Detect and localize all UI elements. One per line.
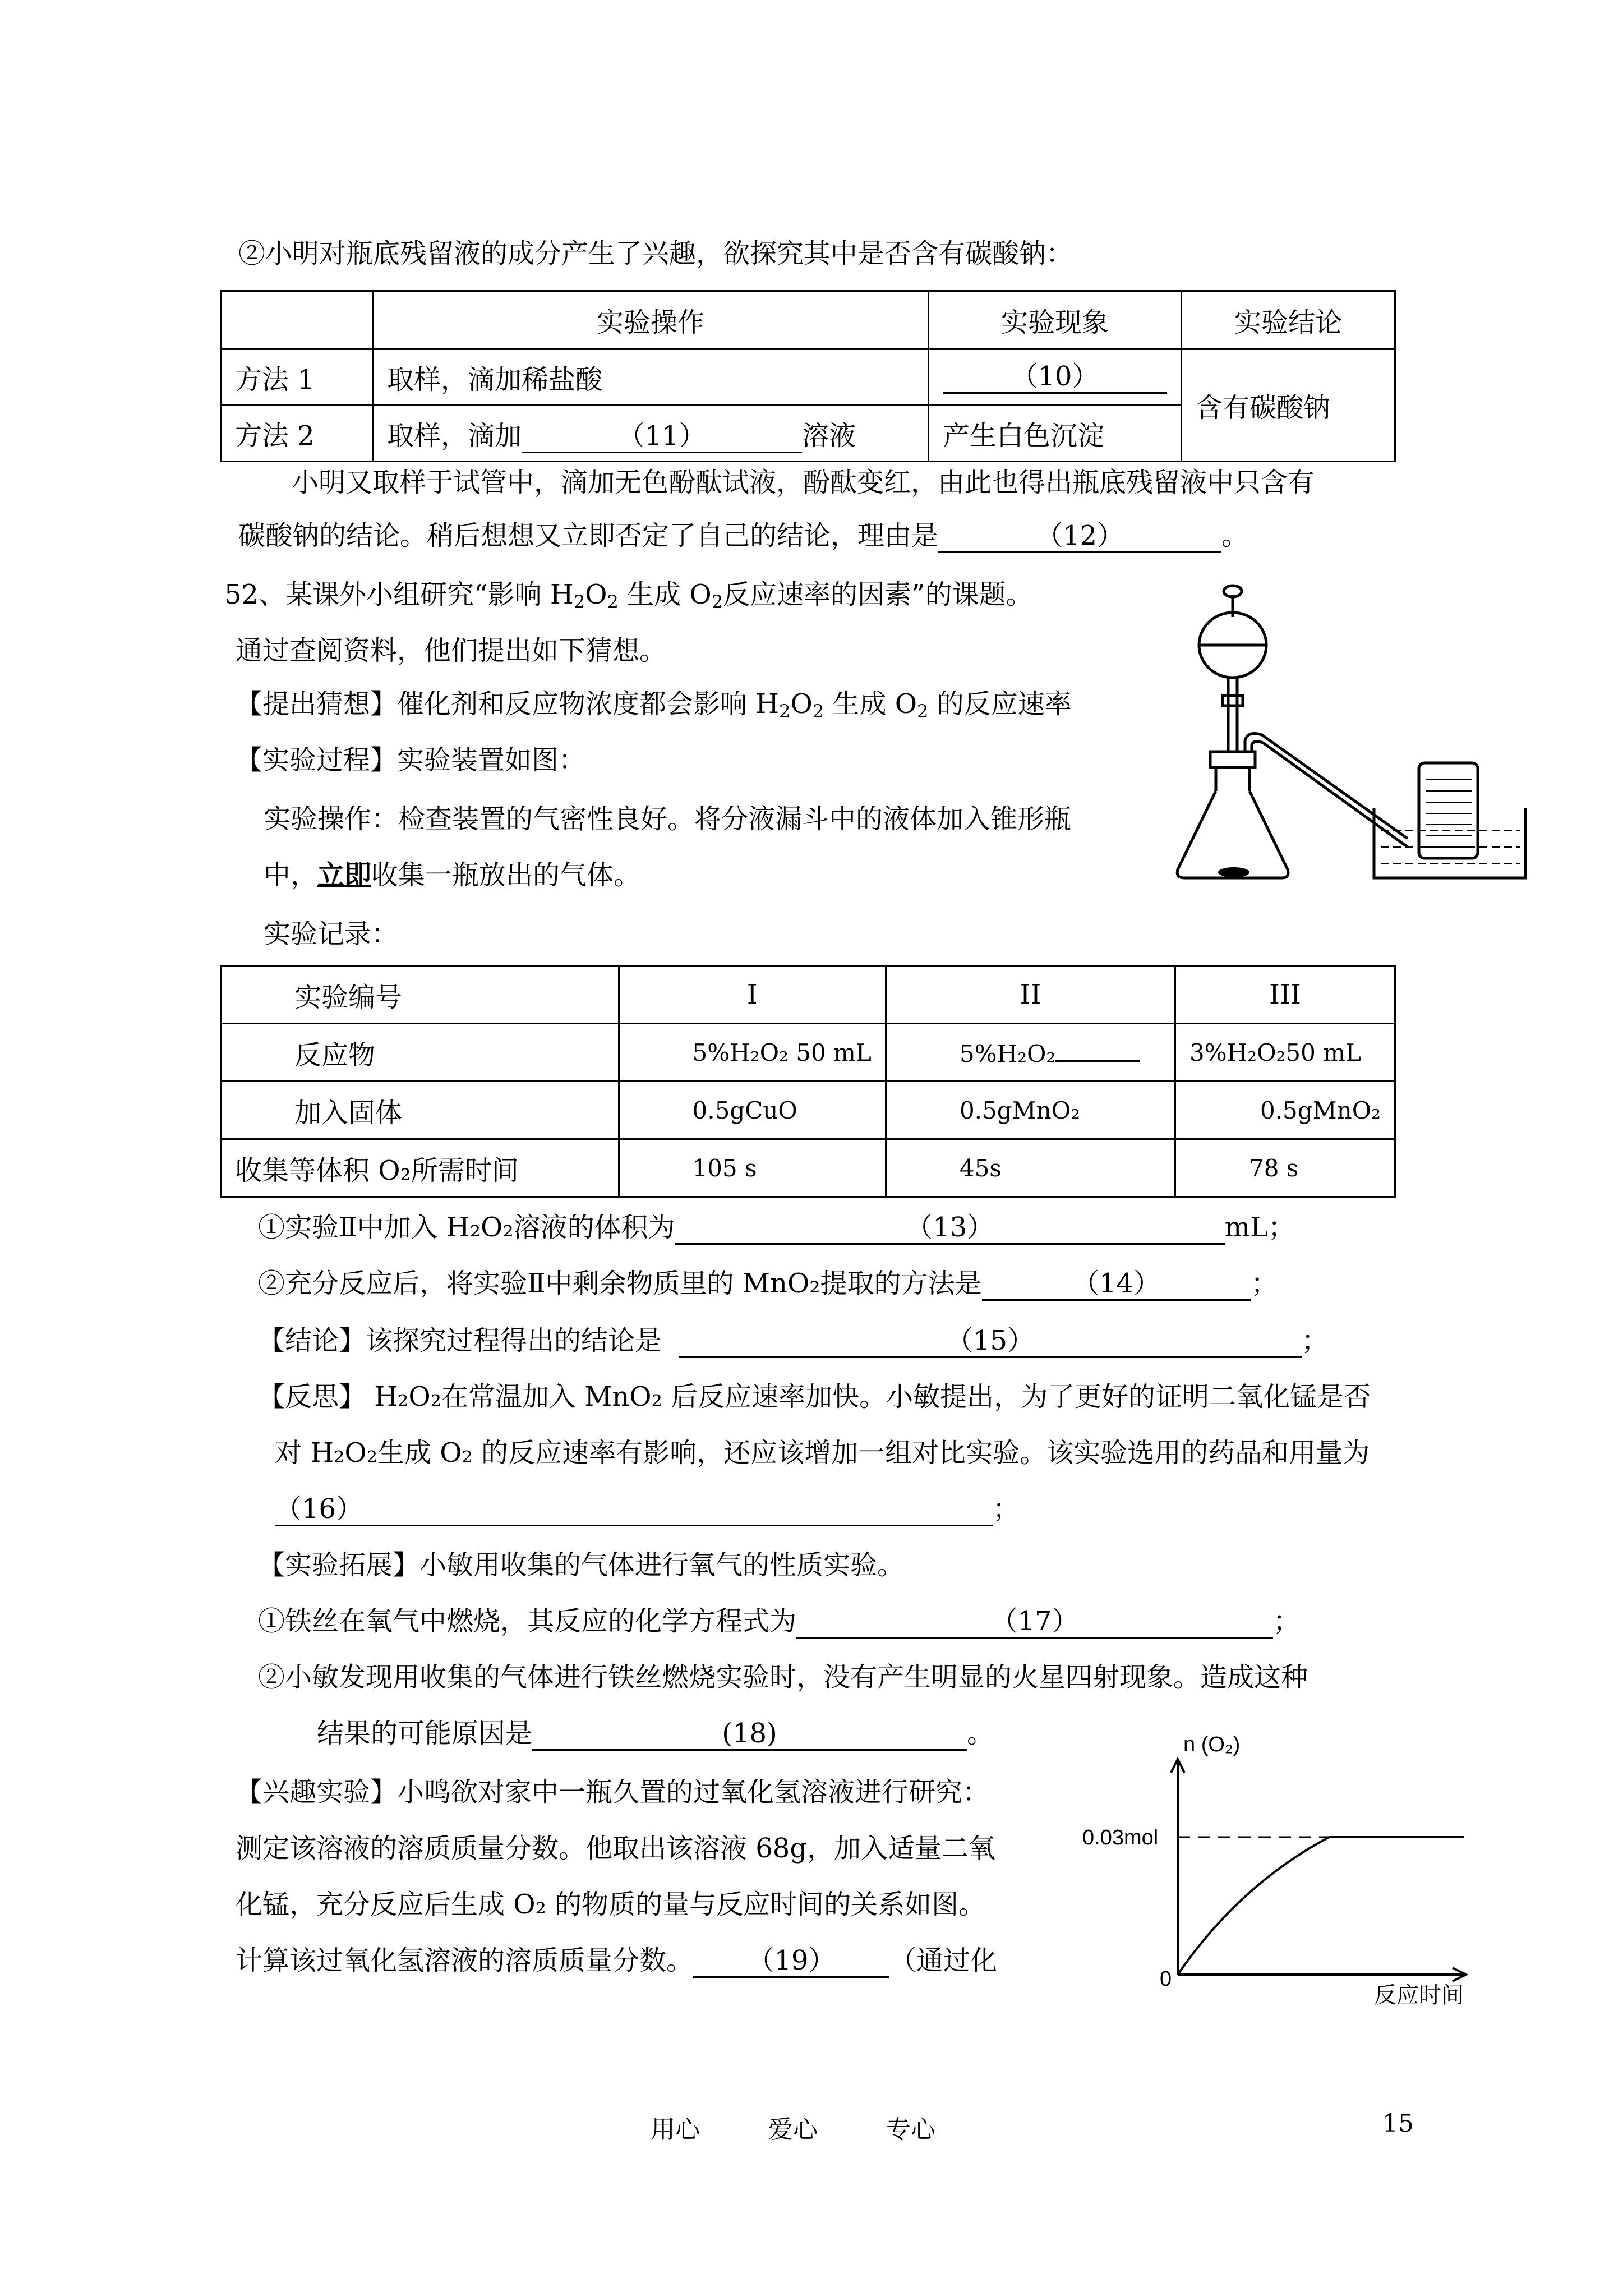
q52-title: 52、某课外小组研究“影响 $H_2O_2$ 生成 $O_2$反应速率的因素”的课题。 (224, 579, 1033, 613)
interest-line2: 测定该溶液的溶质质量分数。他取出该溶液 68g，加入适量二氧 (236, 1833, 996, 1864)
q51-intro: ②小明对瓶底残留液的成分产生了兴趣，欲探究其中是否含有碳酸钠： (238, 238, 1073, 269)
footer-item-2: 爱心 (768, 2115, 818, 2144)
graph-origin: 0 (1160, 1967, 1172, 1991)
blank-19[interactable]: （19） (693, 1945, 889, 1978)
q51-table (220, 290, 1396, 462)
q52-th-1: I (619, 966, 886, 1024)
q51-method1-label: 方法 1 (221, 349, 373, 406)
interest-line1: 【兴趣实验】小鸣欲对家中一瓶久置的过氧化氢溶液进行研究： (236, 1777, 990, 1808)
page-number: 15 (1382, 2109, 1414, 2138)
q51-method2-op: 取样，滴加 （11） 溶液 (373, 406, 929, 462)
q51-para-line2: 碳酸钠的结论。稍后想想又立即否定了自己的结论，理由是 （12） 。 (238, 519, 1248, 553)
q51-th-conclusion: 实验结论 (1182, 291, 1395, 349)
q52-table (220, 965, 1396, 1198)
q52-line2: 通过查阅资料，他们提出如下猜想。 (236, 635, 667, 666)
q52-r1-c3: 3%H₂O₂50 mL (1175, 1024, 1395, 1082)
q51-method1-op: 取样，滴加稀盐酸 (373, 349, 929, 406)
footer-item-1: 用心 (651, 2115, 700, 2144)
q52-r1-c2: 5%H₂O₂ (886, 1024, 1175, 1082)
footer-item-3: 专心 (886, 2115, 935, 2144)
q14-line: ②充分反应后，将实验Ⅱ中剩余物质里的 MnO₂提取的方法是 （14） ； (258, 1267, 1278, 1301)
q51-th-empty (221, 291, 373, 349)
q52-th-3: III (1175, 966, 1395, 1024)
interest-line4: 计算该过氧化氢溶液的溶质质量分数。 （19） （通过化 (236, 1944, 997, 1978)
blank-15[interactable]: （15） (679, 1325, 1302, 1358)
q52-r2-label: 加入固体 (221, 1082, 619, 1139)
q52-record-label: 实验记录： (264, 918, 399, 950)
q52-process: 【实验过程】实验装置如图： (236, 744, 586, 776)
blank-14[interactable]: （14） (982, 1268, 1251, 1301)
q13-line: ①实验Ⅱ中加入 H₂O₂溶液的体积为 （13） mL； (258, 1211, 1295, 1245)
blank-11[interactable]: （11） (522, 420, 802, 453)
reflect-line2: 对 H₂O₂生成 O₂ 的反应速率有影响，还应该增加一组对比实验。该实验选用的药品和用量为 (275, 1437, 1370, 1469)
q52-r3-c2: 45s (886, 1139, 1175, 1197)
apparatus-illustration (1172, 583, 1531, 898)
blank-17[interactable]: （17） (796, 1605, 1273, 1639)
q18-line2: 结果的可能原因是 (18) 。 (317, 1717, 994, 1751)
ext-line: 【实验拓展】小敏用收集的气体进行氧气的性质实验。 (258, 1549, 905, 1581)
graph-y-label: n (O₂) (1183, 1733, 1241, 1756)
q52-r3-c1: 105 s (619, 1139, 886, 1197)
q51-th-phenomenon: 实验现象 (929, 291, 1182, 349)
q51-th-operation: 实验操作 (373, 291, 929, 349)
q52-th-2: II (886, 966, 1175, 1024)
blank-18[interactable]: (18) (532, 1718, 967, 1751)
q52-r2-c1: 0.5gCuO (619, 1082, 886, 1139)
q51-conclusion: 含有碳酸钠 (1182, 349, 1395, 462)
graph-x-label: 反应时间 (1374, 1983, 1464, 2008)
interest-line3: 化锰，充分反应后生成 O₂ 的物质的量与反应时间的关系如图。 (236, 1889, 986, 1920)
q16-line: （16） ； (275, 1492, 1020, 1526)
q18-line1: ②小敏发现用收集的气体进行铁丝燃烧实验时，没有产生明显的火星四射现象。造成这种 (258, 1662, 1308, 1693)
blank-volume-ii[interactable] (1055, 1038, 1140, 1062)
q52-op-line2: 中，立即收集一瓶放出的气体。 (264, 859, 641, 891)
q52-op-line1: 实验操作：检查装置的气密性良好。将分液漏斗中的液体加入锥形瓶 (264, 803, 1072, 835)
q52-r1-label: 反应物 (221, 1024, 619, 1082)
q52-th-id: 实验编号 (221, 966, 619, 1024)
q52-r2-c2: 0.5gMnO₂ (886, 1082, 1175, 1139)
q52-r3-label: 收集等体积 O₂所需时间 (221, 1139, 619, 1197)
q52-r2-c3: 0.5gMnO₂ (1175, 1082, 1395, 1139)
reflect-line1: 【反思】 H₂O₂在常温加入 MnO₂ 后反应速率加快。小敏提出，为了更好的证明二氧化锰是否 (258, 1381, 1371, 1412)
q51-method2-phen: 产生白色沉淀 (929, 406, 1182, 462)
q52-r1-c1: 5%H₂O₂ 50 mL (619, 1024, 886, 1082)
blank-10[interactable]: （10） (943, 361, 1167, 394)
blank-12[interactable]: （12） (938, 520, 1221, 553)
q52-r3-c3: 78 s (1175, 1139, 1395, 1197)
q51-method1-phen (929, 349, 1182, 406)
blank-13[interactable]: （13） (675, 1212, 1225, 1245)
blank-16[interactable]: （16） (275, 1493, 993, 1526)
q15-line: 【结论】该探究过程得出的结论是 （15） ； (258, 1324, 1329, 1358)
q17-line: ①铁丝在氧气中燃烧，其反应的化学方程式为 （17） ； (258, 1604, 1300, 1639)
oxygen-graph (1077, 1728, 1503, 2008)
q51-method2-label: 方法 2 (221, 406, 373, 462)
graph-y-value: 0.03mol (1082, 1826, 1159, 1849)
q51-para-line1: 小明又取样于试管中，滴加无色酚酞试液，酚酞变红，由此也得出瓶底残留液中只含有 (292, 467, 1315, 498)
q52-hypothesis: 【提出猜想】催化剂和反应物浓度都会影响 $H_2O_2$ 生成 $O_2$ 的反应速率 (236, 688, 1072, 722)
